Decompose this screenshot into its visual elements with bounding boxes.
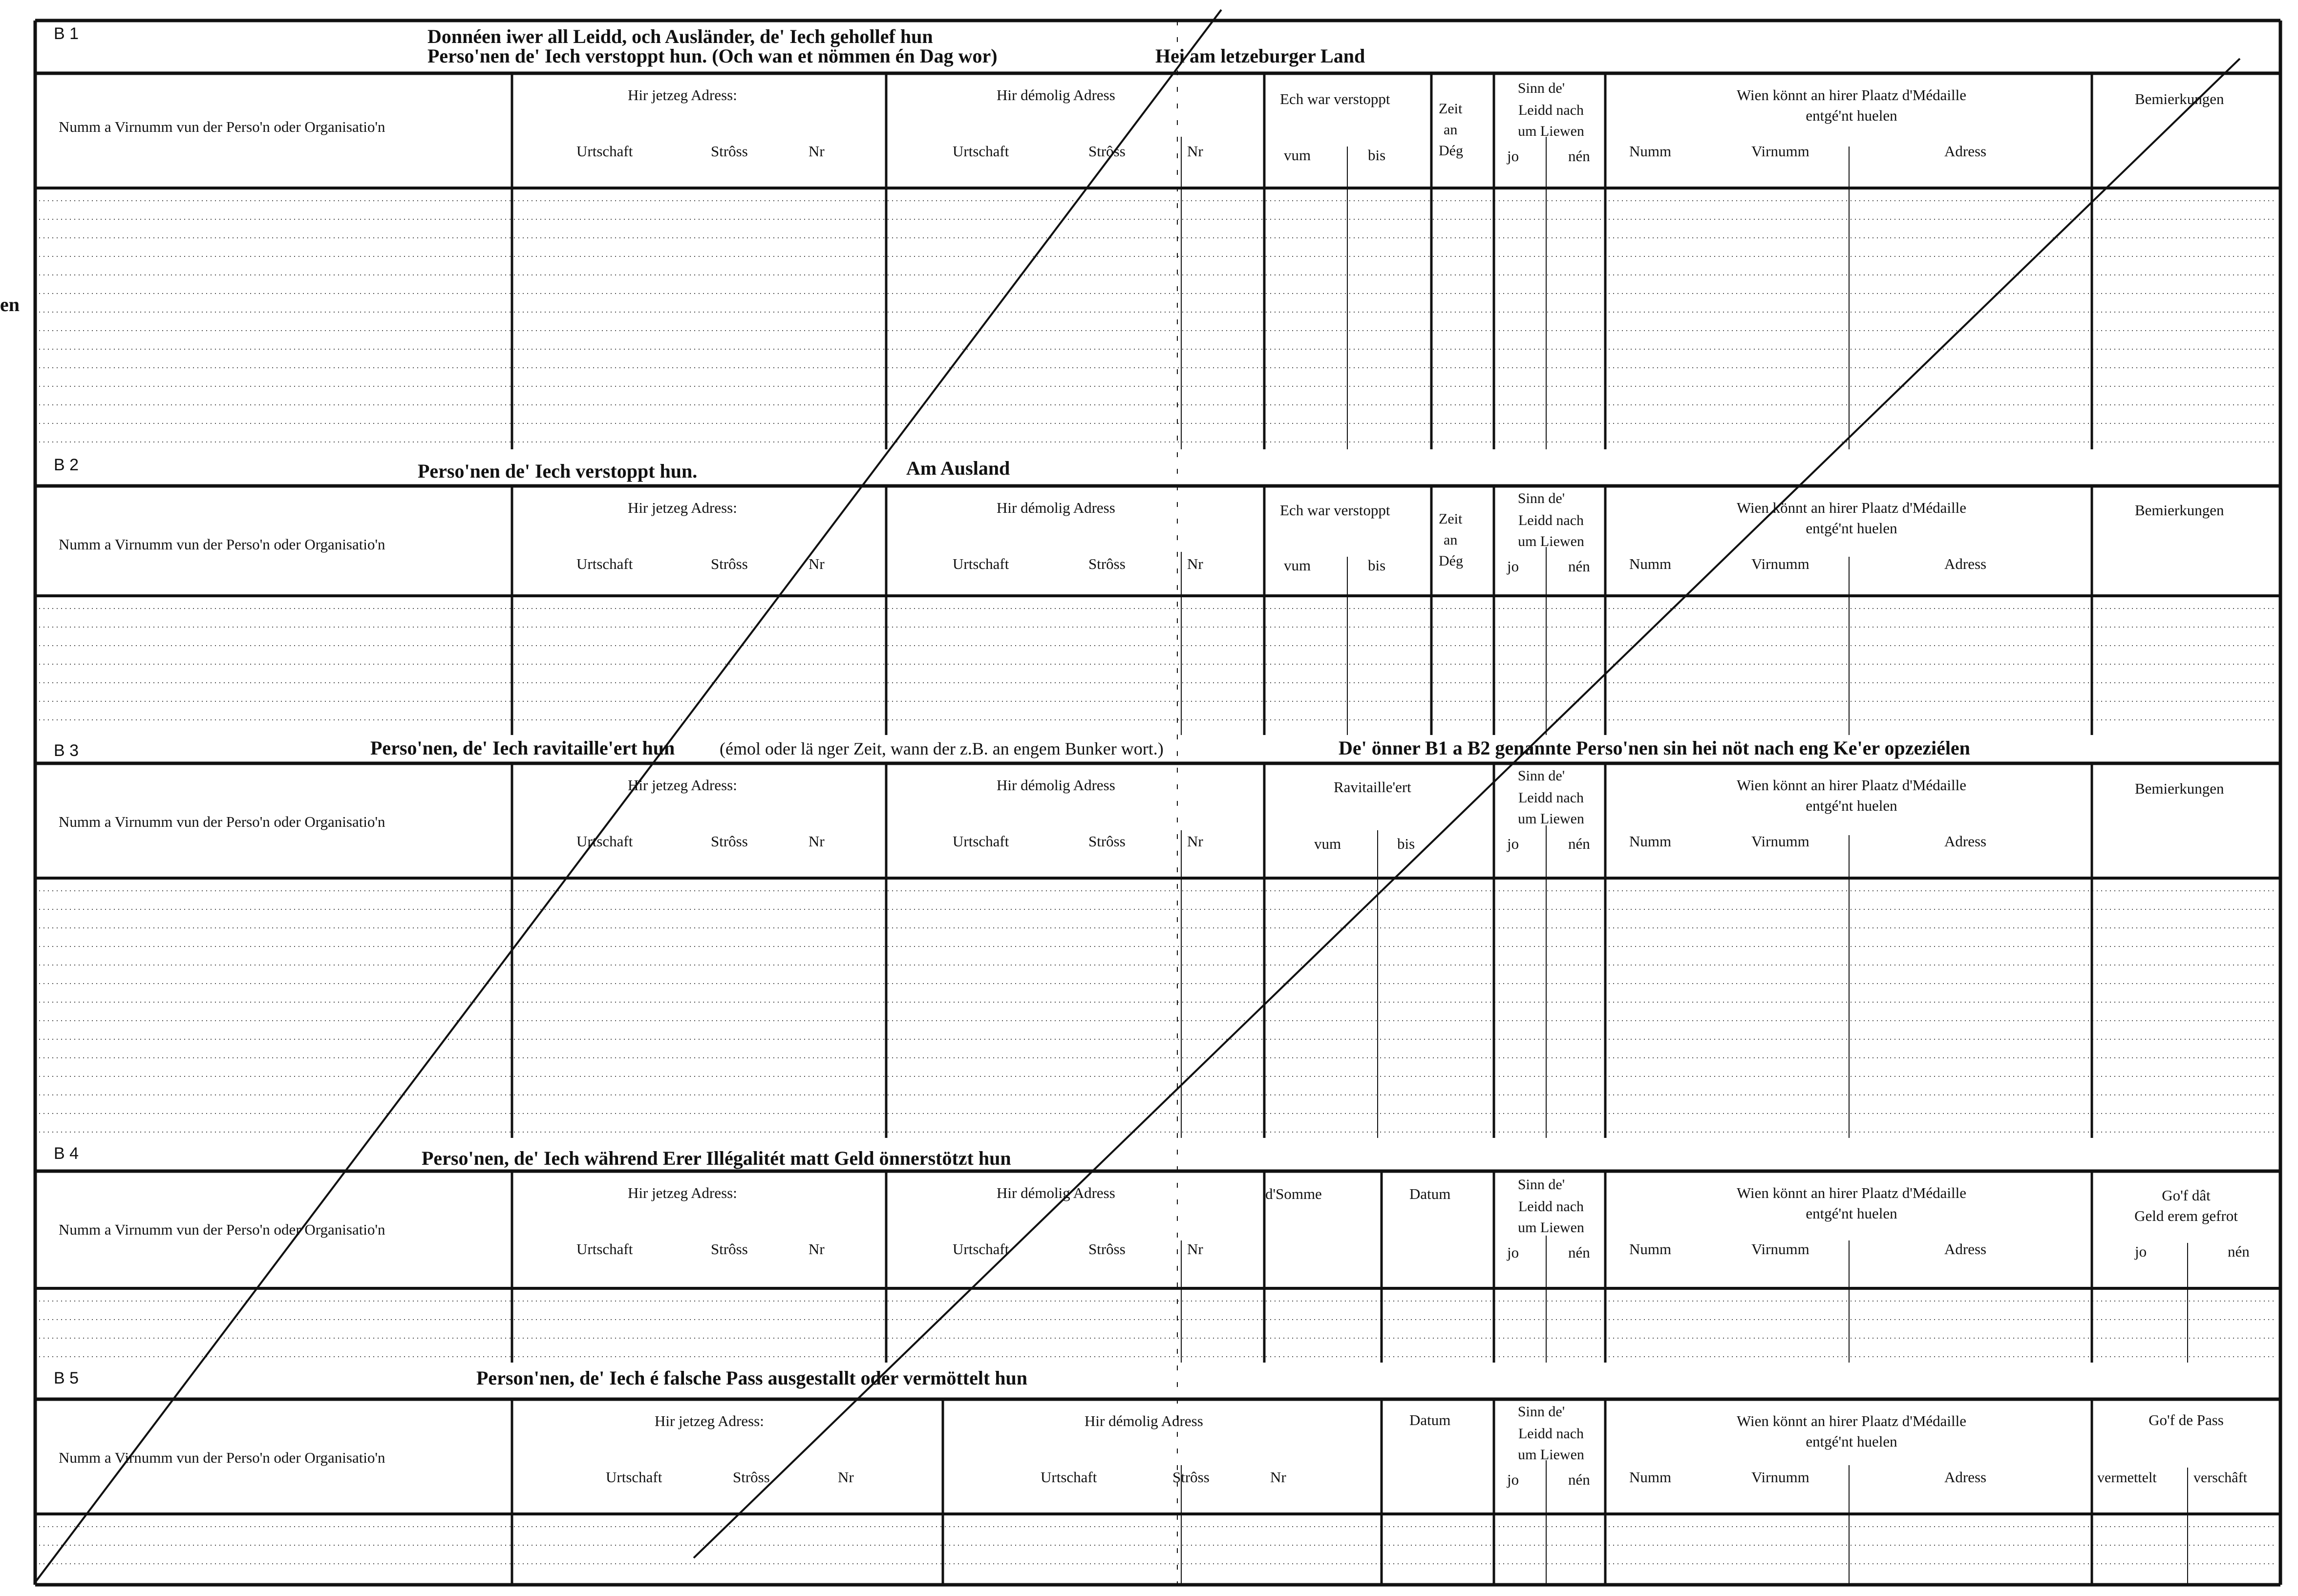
adress-label: Adress [1944, 833, 1987, 850]
pass-label: Go'f de Pass [2149, 1411, 2224, 1428]
virnumm-label: Virnumm [1751, 1469, 1809, 1486]
survived-label: Sinn de' [1517, 1176, 1565, 1193]
stross-label: Strôss [711, 143, 748, 160]
zeit-label: Zeit [1439, 511, 1463, 527]
stross-label: Strôss [711, 1240, 748, 1258]
current-address-label: Hir jetzeg Adress: [655, 1412, 764, 1429]
adress-label: Adress [1944, 1469, 1987, 1486]
survived-label: um Liewen [1518, 811, 1584, 827]
section-code: B 4 [54, 1144, 79, 1163]
medal-label: entgé'nt huelen [1806, 797, 1897, 814]
nr-label: Nr [1270, 1469, 1286, 1486]
urtschaft-label: Urtschaft [953, 143, 1009, 160]
vum-label: vum [1284, 557, 1311, 574]
yes-label: jo [1507, 835, 1519, 852]
money-label: Geld erem gefrot [2134, 1207, 2238, 1224]
provided-label: verschâft [2193, 1470, 2247, 1486]
side-fragment: en [0, 294, 20, 315]
nr-label: Nr [809, 143, 825, 160]
form-grid [35, 10, 2280, 1585]
medal-label: Wien könnt an hirer Plaatz d'Médaille [1736, 1412, 1967, 1429]
section-title: Perso'nen, de' Iech ravitaille'ert hun [370, 737, 675, 759]
medal-label: entgé'nt huelen [1806, 107, 1897, 124]
remarks-label: Bemierkungen [2135, 90, 2224, 107]
nr-label: Nr [1187, 1240, 1203, 1258]
survived-label: Sinn de' [1517, 80, 1565, 96]
survived-label: um Liewen [1518, 533, 1584, 549]
section-code: B 1 [54, 24, 79, 43]
numm-label: Numm [1629, 1469, 1672, 1486]
zeit-label: an [1444, 122, 1458, 138]
virnumm-label: Virnumm [1751, 1240, 1809, 1258]
former-address-label: Hir démolig Adress [1085, 1412, 1203, 1429]
survived-label: Sinn de' [1517, 490, 1565, 506]
date-label: Datum [1409, 1411, 1451, 1428]
bis-label: bis [1397, 835, 1415, 852]
survived-label: Leidd nach [1518, 1426, 1584, 1442]
survived-label: Leidd nach [1518, 1198, 1584, 1215]
arranged-label: vermettelt [2097, 1470, 2157, 1486]
money-label: Go'f dât [2162, 1187, 2211, 1204]
survived-label: um Liewen [1518, 1447, 1584, 1463]
current-address-label: Hir jetzeg Adress: [628, 499, 737, 516]
no-label: nén [1568, 1471, 1590, 1488]
no-label: nén [2228, 1243, 2250, 1260]
survived-label: um Liewen [1518, 123, 1584, 139]
survived-label: Leidd nach [1518, 102, 1584, 118]
nr-label: Nr [1187, 143, 1203, 160]
survived-label: Sinn de' [1517, 1404, 1565, 1420]
stross-label: Strôss [1088, 1240, 1126, 1258]
adress-label: Adress [1944, 143, 1987, 160]
nr-label: Nr [1187, 555, 1203, 572]
survived-label: um Liewen [1518, 1219, 1584, 1236]
stross-label: Strôss [1088, 833, 1126, 850]
section-title: Donnéen iwer all Leidd, och Ausländer, de' Iech gehollef hun [427, 25, 933, 47]
vum-label: vum [1314, 835, 1341, 852]
survived-label: Leidd nach [1518, 790, 1584, 806]
urtschaft-label: Urtschaft [576, 833, 633, 850]
name-column-label: Numm a Virnumm vun der Perso'n oder Organisatio'n [59, 1449, 385, 1466]
medal-label: Wien könnt an hirer Plaatz d'Médaille [1736, 1184, 1967, 1201]
name-column-label: Numm a Virnumm vun der Perso'n oder Organisatio'n [59, 536, 385, 553]
survived-label: Leidd nach [1518, 512, 1584, 528]
strike-diagonal [694, 59, 2240, 1558]
medal-label: Wien könnt an hirer Plaatz d'Médaille [1736, 777, 1967, 794]
remarks-label: Bemierkungen [2135, 502, 2224, 519]
virnumm-label: Virnumm [1751, 143, 1809, 160]
bis-label: bis [1368, 557, 1386, 574]
section-code: B 2 [54, 456, 79, 474]
former-address-label: Hir démolig Adress [997, 499, 1115, 516]
stross-label: Strôss [1088, 143, 1126, 160]
current-address-label: Hir jetzeg Adress: [628, 1184, 737, 1201]
remarks-label: Bemierkungen [2135, 780, 2224, 797]
medal-label: Wien könnt an hirer Plaatz d'Médaille [1736, 86, 1967, 104]
section-title: Perso'nen de' Iech verstoppt hun. [418, 460, 698, 482]
nr-label: Nr [1187, 833, 1203, 850]
nr-label: Nr [809, 1240, 825, 1258]
section-title: Perso'nen, de' Iech während Erer Illégalitét matt Geld önnerstötzt hun [422, 1147, 1011, 1169]
yes-label: jo [2135, 1243, 2147, 1260]
zeit-label: Dég [1439, 553, 1463, 569]
section-code: B 3 [54, 741, 79, 760]
numm-label: Numm [1629, 833, 1672, 850]
section-subtitle: (émol oder lä nger Zeit, wann der z.B. an engem Bunker wort.) [720, 739, 1164, 758]
zeit-label: Dég [1439, 143, 1463, 159]
medal-label: entgé'nt huelen [1806, 520, 1897, 537]
stross-label: Strôss [711, 833, 748, 850]
yes-label: jo [1507, 147, 1519, 165]
stross-label: Strôss [1088, 555, 1126, 572]
urtschaft-label: Urtschaft [953, 555, 1009, 572]
zeit-label: an [1444, 532, 1458, 548]
yes-label: jo [1507, 1471, 1519, 1488]
urtschaft-label: Urtschaft [606, 1469, 662, 1486]
former-address-label: Hir démolig Adress [997, 86, 1115, 104]
section-title: Person'nen, de' Iech é falsche Pass ausgestallt oder vermöttelt hun [476, 1367, 1028, 1389]
adress-label: Adress [1944, 555, 1987, 572]
hidden-label: Ech war verstoppt [1280, 502, 1390, 519]
urtschaft-label: Urtschaft [953, 833, 1009, 850]
stross-label: Strôss [1172, 1469, 1210, 1486]
name-column-label: Numm a Virnumm vun der Perso'n oder Organisatio'n [59, 813, 385, 830]
hidden-label: Ech war verstoppt [1280, 90, 1390, 107]
section-title: De' önner B1 a B2 genannte Perso'nen sin hei nöt nach eng Ke'er opzeziélen [1339, 737, 1970, 759]
strike-diagonal [35, 10, 1221, 1582]
urtschaft-label: Urtschaft [1041, 1469, 1097, 1486]
no-label: nén [1568, 558, 1590, 575]
yes-label: jo [1507, 1244, 1519, 1261]
nr-label: Nr [809, 555, 825, 572]
former-address-label: Hir démolig Adress [997, 1184, 1115, 1201]
stross-label: Strôss [733, 1469, 770, 1486]
urtschaft-label: Urtschaft [576, 1240, 633, 1258]
former-address-label: Hir démolig Adress [997, 777, 1115, 794]
numm-label: Numm [1629, 143, 1672, 160]
nr-label: Nr [838, 1469, 854, 1486]
supplied-label: Ravitaille'ert [1334, 778, 1411, 796]
no-label: nén [1568, 147, 1590, 165]
medal-label: entgé'nt huelen [1806, 1205, 1897, 1222]
current-address-label: Hir jetzeg Adress: [628, 86, 737, 104]
name-column-label: Numm a Virnumm vun der Perso'n oder Organisatio'n [59, 1221, 385, 1238]
urtschaft-label: Urtschaft [576, 555, 633, 572]
section-title: Hei am letzeburger Land [1155, 45, 1365, 67]
current-address-label: Hir jetzeg Adress: [628, 777, 737, 794]
section-code: B 5 [54, 1369, 79, 1387]
numm-label: Numm [1629, 555, 1672, 572]
nr-label: Nr [809, 833, 825, 850]
stross-label: Strôss [711, 555, 748, 572]
name-column-label: Numm a Virnumm vun der Perso'n oder Organisatio'n [59, 118, 385, 135]
date-label: Datum [1409, 1185, 1451, 1202]
urtschaft-label: Urtschaft [953, 1240, 1009, 1258]
virnumm-label: Virnumm [1751, 833, 1809, 850]
zeit-label: Zeit [1439, 101, 1463, 117]
no-label: nén [1568, 1244, 1590, 1261]
medal-label: Wien könnt an hirer Plaatz d'Médaille [1736, 499, 1967, 516]
no-label: nén [1568, 835, 1590, 852]
yes-label: jo [1507, 558, 1519, 575]
bis-label: bis [1368, 147, 1386, 164]
vum-label: vum [1284, 147, 1311, 164]
medal-label: entgé'nt huelen [1806, 1433, 1897, 1450]
urtschaft-label: Urtschaft [576, 143, 633, 160]
form-labels [54, 24, 2250, 1488]
section-title: Am Ausland [906, 457, 1010, 479]
adress-label: Adress [1944, 1240, 1987, 1258]
virnumm-label: Virnumm [1751, 555, 1809, 572]
survived-label: Sinn de' [1517, 768, 1565, 784]
numm-label: Numm [1629, 1240, 1672, 1258]
sum-label: d'Somme [1265, 1185, 1322, 1202]
section-title: Perso'nen de' Iech verstoppt hun. (Och wan et nömmen én Dag wor) [427, 45, 998, 67]
